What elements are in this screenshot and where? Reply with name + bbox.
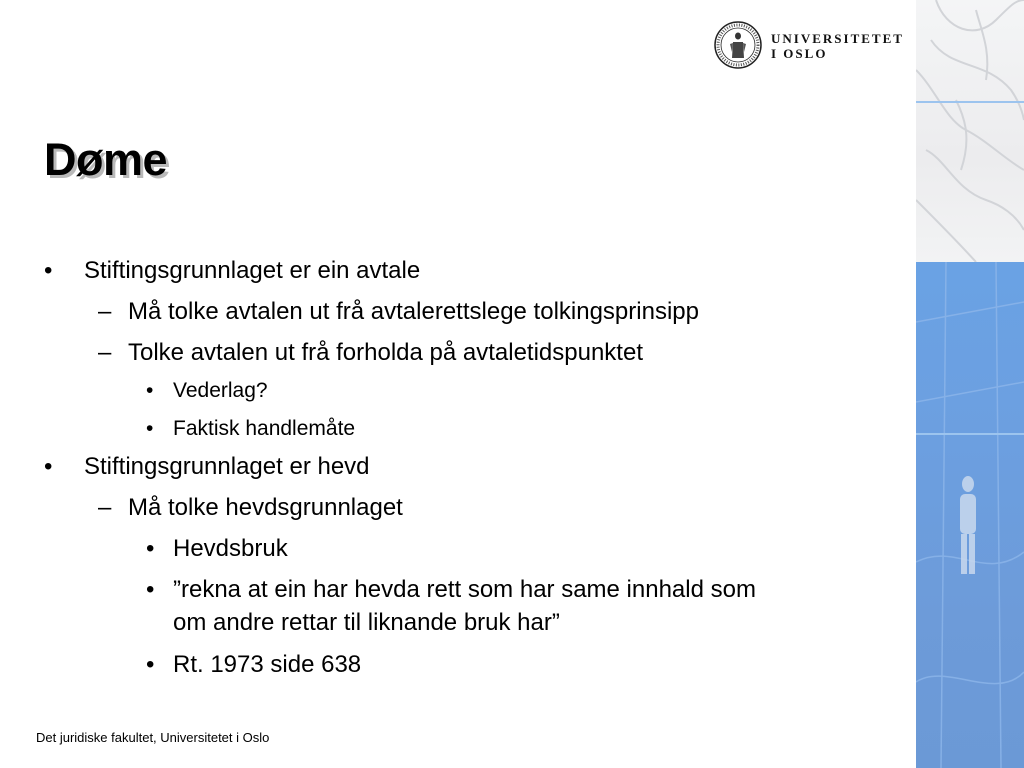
- slide-title: Døme: [44, 134, 168, 185]
- bullet-marker: •: [44, 257, 53, 284]
- statue-decoration-bottom: [916, 262, 1024, 768]
- bullet-marker: •: [146, 576, 155, 603]
- dash-marker: –: [98, 494, 112, 521]
- statue-sketch-icon: [916, 0, 1024, 262]
- university-logo[interactable]: [713, 20, 903, 72]
- statue-decoration-top: [916, 0, 1024, 262]
- bullet-marker: •: [146, 535, 155, 562]
- university-name: [771, 31, 904, 61]
- logo-line-2: I OSLO: [771, 46, 828, 61]
- list-item-text: Faktisk handlemåte: [173, 417, 356, 440]
- list-item-text: Må tolke avtalen ut frå avtalerettslege tolkingsprinsipp: [128, 298, 699, 325]
- bullet-marker: •: [146, 417, 154, 440]
- university-seal-icon: [713, 20, 763, 70]
- list-item-text: om andre rettar til liknande bruk har”: [173, 609, 560, 636]
- list-item-text: Hevdsbruk: [173, 535, 288, 562]
- list-item-text: Må tolke hevdsgrunnlaget: [128, 494, 403, 521]
- strip-divider: [916, 433, 1024, 435]
- list-item-text: Stiftingsgrunnlaget er ein avtale: [84, 257, 421, 284]
- statue-figure-icon: [916, 262, 1024, 768]
- bullet-marker: •: [44, 453, 53, 480]
- bullet-marker: •: [146, 379, 154, 402]
- list-item-text: Stiftingsgrunnlaget er hevd: [84, 453, 370, 480]
- bullet-marker: •: [146, 651, 155, 678]
- strip-divider: [916, 101, 1024, 103]
- dash-marker: –: [98, 339, 112, 366]
- list-item-text: ”rekna at ein har hevda rett som har same innhald som: [173, 576, 756, 603]
- list-item-text: Tolke avtalen ut frå forholda på avtaletidspunktet: [128, 339, 643, 366]
- logo-line-1: UNIVERSITETET: [771, 31, 904, 46]
- dash-marker: –: [98, 298, 112, 325]
- list-item-text: Rt. 1973 side 638: [173, 651, 362, 678]
- slide-footer: Det juridiske fakultet, Universitetet i Oslo: [36, 730, 270, 745]
- list-item-text: Vederlag?: [173, 379, 268, 402]
